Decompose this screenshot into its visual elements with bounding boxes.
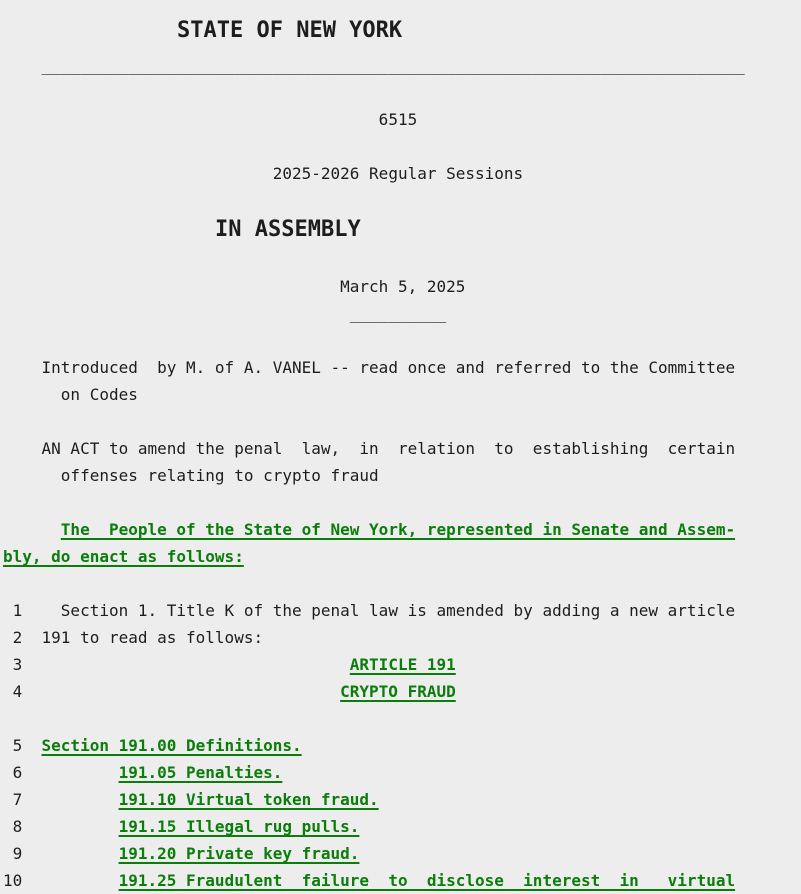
session-label-text: 2025-2026 Regular Sessions [3, 164, 524, 183]
bill-line [3, 732, 801, 759]
bill-line [3, 624, 801, 651]
bill-number-text: 6515 [3, 110, 418, 129]
line-text: 191.25 Fraudulent failure to disclose interest in virtual [118, 871, 736, 890]
session-label [3, 160, 801, 187]
date-rule [3, 300, 801, 327]
enacting-clause-line-2 [3, 543, 801, 570]
line-number: 4 [3, 682, 23, 701]
line-text: Section 1. Title K of the penal law is amended by adding a new article [41, 601, 736, 620]
enacting-clause-line-1 [3, 516, 801, 543]
line-text: 191.10 Virtual token fraud. [118, 790, 379, 809]
bill-line [3, 786, 801, 813]
date-rule-text: __________ [3, 304, 447, 323]
state-of-new-york-title: STATE OF NEW YORK [177, 18, 403, 43]
introduction-date [3, 273, 801, 300]
bill-line [3, 867, 801, 894]
line-number: 8 [3, 817, 23, 836]
introduction-date-text: March 5, 2025 [3, 277, 466, 296]
line-number: 5 [3, 736, 23, 755]
spacer-line [3, 408, 801, 435]
spacer-line [3, 489, 801, 516]
sponsor-text-2: on Codes [3, 385, 138, 404]
line-text: 191 to read as follows: [41, 628, 264, 647]
line-number: 2 [3, 628, 23, 647]
act-clause-text-1: AN ACT to amend the penal law, in relation to establishing certain [3, 439, 736, 458]
line-number: 6 [3, 763, 23, 782]
line-number: 9 [3, 844, 23, 863]
spacer-line [3, 570, 801, 597]
line-text: 191.15 Illegal rug pulls. [118, 817, 360, 836]
bill-line [3, 597, 801, 624]
header-rule-text: _________________________________________________________________________ [3, 56, 745, 75]
bill-line [3, 678, 801, 705]
sponsor-text-1: Introduced by M. of A. VANEL -- read once and referred to the Committee [3, 358, 736, 377]
article-subheading: CRYPTO FRAUD [340, 682, 456, 701]
spacer-line [3, 705, 801, 732]
spacer-line [3, 133, 801, 160]
act-clause-text-2: offenses relating to crypto fraud [3, 466, 379, 485]
bill-line [3, 840, 801, 867]
line-number: 3 [3, 655, 23, 674]
bill-number [3, 106, 801, 133]
act-clause-line-1 [3, 435, 801, 462]
line-number: 7 [3, 790, 23, 809]
enacting-clause-text-1: The People of the State of New York, represented in Senate and Assem- [60, 520, 736, 539]
chamber-title: IN ASSEMBLY [215, 217, 361, 242]
line-number: 1 [3, 601, 23, 620]
sponsor-line-1 [3, 354, 801, 381]
line-text: 191.20 Private key fraud. [118, 844, 360, 863]
article-heading: ARTICLE 191 [349, 655, 456, 674]
sponsor-line-2 [3, 381, 801, 408]
bill-line [3, 813, 801, 840]
bill-line [3, 759, 801, 786]
spacer-line [3, 327, 801, 354]
line-text: Section 191.00 Definitions. [41, 736, 302, 755]
spacer-line [3, 79, 801, 106]
bill-line [3, 651, 801, 678]
header-rule [3, 52, 801, 79]
enacting-clause-text-2: bly, do enact as follows: [3, 547, 244, 566]
act-clause-line-2 [3, 462, 801, 489]
line-text: 191.05 Penalties. [118, 763, 283, 782]
line-number: 10 [3, 871, 23, 890]
